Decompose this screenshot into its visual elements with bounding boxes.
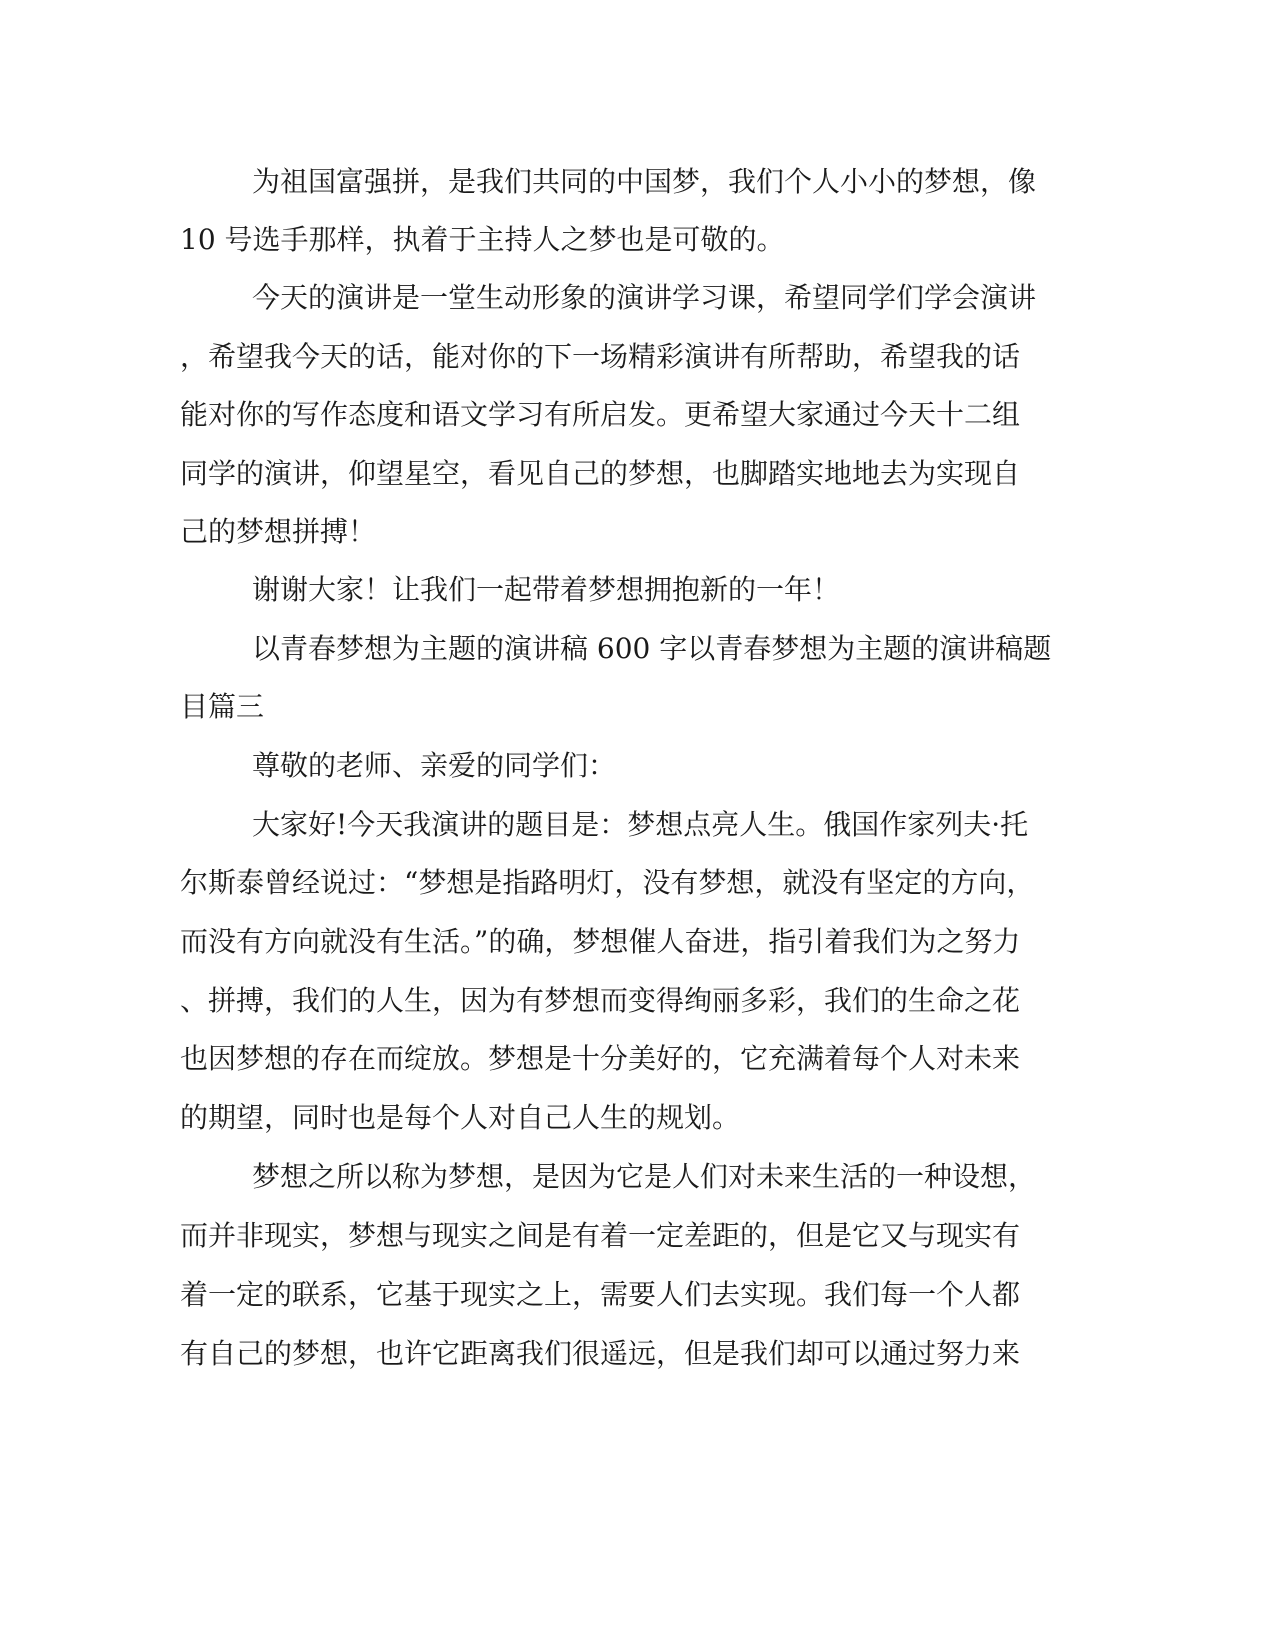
text-line: 尔斯泰曾经说过：“梦想是指路明灯，没有梦想，就没有坚定的方向， xyxy=(180,866,1035,899)
text-line: ，希望我今天的话，能对你的下一场精彩演讲有所帮助，希望我的话 xyxy=(180,340,1021,373)
text-line: 大家好!今天我演讲的题目是：梦想点亮人生。俄国作家列夫·托 xyxy=(252,808,1029,841)
text-line: 为祖国富强拼，是我们共同的中国梦，我们个人小小的梦想，像 xyxy=(252,165,1037,198)
text-line: 能对你的写作态度和语文学习有所启发。更希望大家通过今天十二组 xyxy=(180,398,1021,431)
text-line: 也因梦想的存在而绽放。梦想是十分美好的，它充满着每个人对未来 xyxy=(180,1042,1021,1075)
text-line: 着一定的联系，它基于现实之上，需要人们去实现。我们每一个人都 xyxy=(180,1278,1021,1311)
text-line: 而并非现实，梦想与现实之间是有着一定差距的，但是它又与现实有 xyxy=(180,1219,1021,1252)
text-line: 、拼搏，我们的人生，因为有梦想而变得绚丽多彩，我们的生命之花 xyxy=(180,984,1021,1017)
text-line: 梦想之所以称为梦想，是因为它是人们对未来生活的一种设想， xyxy=(252,1160,1037,1193)
text-line: 己的梦想拼搏！ xyxy=(180,515,377,548)
text-line: 10 号选手那样，执着于主持人之梦也是可敬的。 xyxy=(180,223,785,256)
text-line: 的期望，同时也是每个人对自己人生的规划。 xyxy=(180,1101,741,1134)
text-line: 谢谢大家！让我们一起带着梦想拥抱新的一年！ xyxy=(252,573,841,606)
text-line: 有自己的梦想，也许它距离我们很遥远，但是我们却可以通过努力来 xyxy=(180,1337,1021,1370)
text-line: 以青春梦想为主题的演讲稿 600 字以青春梦想为主题的演讲稿题 xyxy=(252,632,1052,665)
text-line: 同学的演讲，仰望星空，看见自己的梦想，也脚踏实地地去为实现自 xyxy=(180,457,1021,490)
text-line: 而没有方向就没有生活。”的确，梦想催人奋进，指引着我们为之努力 xyxy=(180,925,1021,958)
text-line: 目篇三 xyxy=(180,690,265,723)
text-line: 尊敬的老师、亲爱的同学们： xyxy=(252,749,617,782)
text-line: 今天的演讲是一堂生动形象的演讲学习课，希望同学们学会演讲 xyxy=(252,281,1037,314)
